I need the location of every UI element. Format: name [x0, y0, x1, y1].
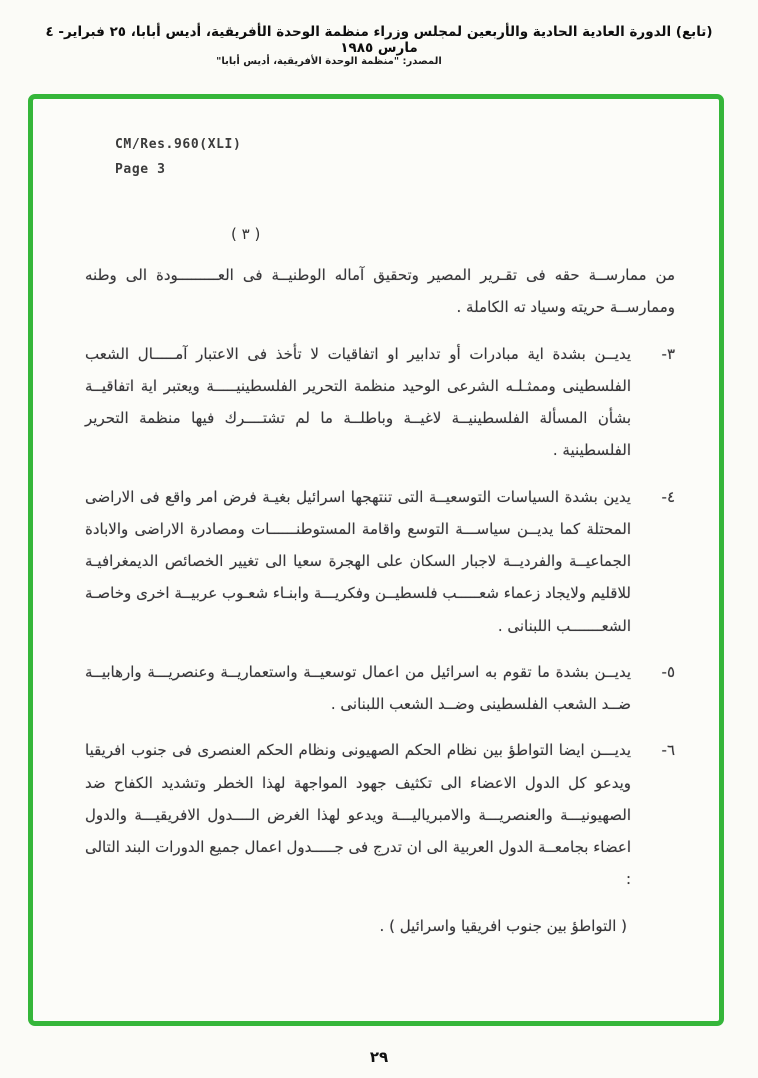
content-highlight-box [28, 94, 724, 1026]
item-text: يدين بشدة السياسات التوسعيــة التى تنتهجها اسرائيل بغيـة فرض امر واقع فى الاراضى المحتلة كما يديــن سياســـة التوسع واقامة المستوطنــــــات ومصادرة الاراضى والابادة الجماعيــة والفرديــة لاجبار السكان على الهجرة سعيا الى تغيير الخصائص الديمغرافيـة للاقليم ولايجاد زعماء شعـــــب فلسطيــن وفكريـــة وابنـاء شعـوب عربيــة اخرى وخاصـة الشعـــــــب اللبنانى . [85, 487, 631, 635]
section-number: ( ٣ ) [231, 225, 261, 243]
item-number: ٤- [661, 487, 675, 506]
resolution-item [85, 734, 675, 895]
item-text: يديــن بشدة ما تقوم به اسرائيل من اعمال توسعيــة واستعماريــة وعنصريـــة وارهابيــة ضــد الشعب الفلسطينى وضــد الشعب اللبنانى . [85, 662, 631, 713]
resolution-item [85, 338, 675, 467]
resolution-body [85, 259, 675, 942]
resolution-item [85, 481, 675, 642]
page-label: Page 3 [115, 162, 166, 177]
item-number: ٣- [661, 344, 675, 363]
item-text: يديـــن ايضا التواطؤ بين نظام الحكم الصهيونى ونظام الحكم العنصرى فى جنوب افريقيا ويدعو كل الدول الاعضاء الى تكثيف جهود المواجهة لهذا الخطر وتشديد الكفاح ضد الصهيونيـــة والعنصريـــة والامبرياليـــة ويدعو لهذا الغرض الــــدول الافريقيـــة والدول اعضاء بجامعــة الدول العربية الى ان تدرج فى جـــــدول اعمال جميع الدورات البند التالى : [84, 741, 631, 889]
session-header-line: (تابع) الدورة العادية الحادية والأربعين لمجلس وزراء منظمة الوحدة الأفريقية، أديس أبابا، ٢٥ فبراير- ٤ مارس ١٩٨٥ [45, 24, 713, 56]
source-line: المصدر: "منظمة الوحدة الأفريقية، أديس أبابا" [216, 56, 442, 67]
item-number: ٦- [661, 741, 675, 760]
item-text: يديــن بشدة اية مبادرات أو تدابير او اتفاقيات لا تأخذ فى الاعتبار آمـــــال الشعب الفلسطينى وممثـلـه الشرعى الوحيد منظمة التحرير الفلسطينيـــــة ويعتبر اية اتفاقيــة بشأن المسألة الفلسطينيــة لاغيــة وباطلــة ما لم تشتــــرك فيها منظمة التحرير الفلسطينية . [85, 344, 631, 460]
resolution-item [85, 656, 675, 721]
item-number: ٥- [661, 662, 675, 681]
resolution-reference: CM/Res.960(XLI) [115, 137, 242, 152]
intro-paragraph: من ممارســة حقه فى تقـرير المصير وتحقيق آماله الوطنيــة فى العـــــــــودة الى وطنه وممارســة حريته وسياد ته الكاملة . [85, 266, 675, 317]
closing-line: ( التواطؤ بين جنوب افريقيا واسرائيل ) . [379, 916, 627, 935]
page-number: ٢٩ [369, 1048, 389, 1066]
